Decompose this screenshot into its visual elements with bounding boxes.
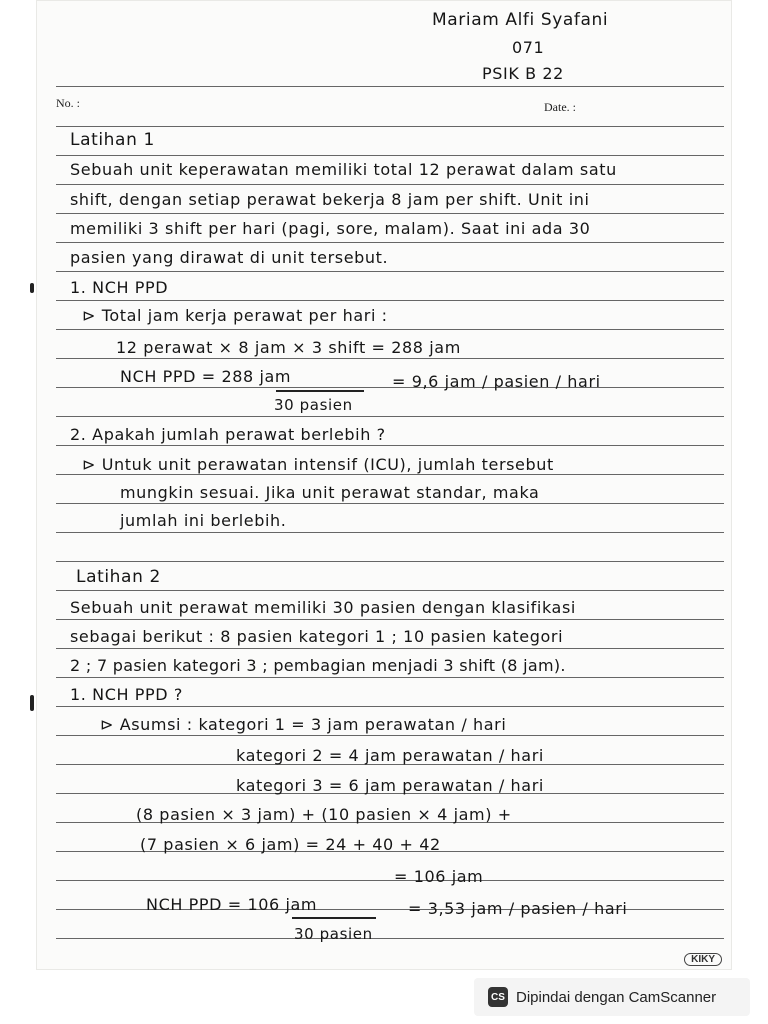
text-line: Sebuah unit keperawatan memiliki total 12 perawat dalam satu <box>70 160 617 179</box>
text-line: Sebuah unit perawat memiliki 30 pasien dengan klasifikasi <box>70 598 576 617</box>
rule <box>56 532 724 533</box>
section-title-latihan-2: Latihan 2 <box>76 567 161 587</box>
rule <box>56 300 724 301</box>
text-line: pasien yang dirawat di unit tersebut. <box>70 248 389 267</box>
rule <box>56 735 724 736</box>
rule <box>56 445 724 446</box>
fraction-numerator: NCH PPD = 106 jam <box>146 895 318 914</box>
no-label: No. : <box>56 96 80 110</box>
calc-total: = 106 jam <box>394 867 484 886</box>
rule <box>56 938 724 939</box>
rule <box>56 677 724 678</box>
rule <box>56 474 724 475</box>
fraction-numerator: NCH PPD = 288 jam <box>120 367 292 386</box>
rule <box>56 213 724 214</box>
assumption-line: kategori 3 = 6 jam perawatan / hari <box>236 776 544 795</box>
rule <box>56 590 724 591</box>
fraction-bar <box>276 390 364 392</box>
rule <box>56 329 724 330</box>
camscanner-watermark <box>474 978 750 1016</box>
rule <box>56 706 724 707</box>
rule <box>56 126 724 127</box>
assumption-line: ⊳ Asumsi : kategori 1 = 3 jam perawatan / hari <box>100 715 507 734</box>
result-line: = 3,53 jam / pasien / hari <box>408 899 628 918</box>
text-line: shift, dengan setiap perawat bekerja 8 jam per shift. Unit ini <box>70 190 590 209</box>
text-line: sebagai berikut : 8 pasien kategori 1 ; 10 pasien kategori <box>70 627 564 646</box>
binding-edge-mark <box>30 283 34 293</box>
text-line: mungkin sesuai. Jika unit perawat standar, maka <box>120 483 540 502</box>
student-class: PSIK B 22 <box>482 64 564 83</box>
rule <box>56 184 724 185</box>
rule <box>56 561 724 562</box>
rule <box>56 416 724 417</box>
text-line: jumlah ini berlebih. <box>120 511 287 530</box>
question-1-heading: 1. NCH PPD ? <box>70 685 184 704</box>
student-name: Mariam Alfi Syafani <box>432 10 609 30</box>
rule <box>56 242 724 243</box>
text-line: ⊳ Untuk unit perawatan intensif (ICU), jumlah tersebut <box>82 455 554 474</box>
camscanner-logo-icon: CS <box>488 987 508 1007</box>
notebook-page <box>36 0 732 970</box>
calc-line: 12 perawat × 8 jam × 3 shift = 288 jam <box>116 338 461 357</box>
brand-mark: KIKY <box>684 953 722 966</box>
question-1-heading: 1. NCH PPD <box>70 278 169 297</box>
rule <box>56 619 724 620</box>
text-line: 2 ; 7 pasien kategori 3 ; pembagian menjadi 3 shift (8 jam). <box>70 656 566 675</box>
rule <box>56 648 724 649</box>
student-number: 071 <box>512 38 545 57</box>
header-rule <box>56 86 724 87</box>
question-2-heading: 2. Apakah jumlah perawat berlebih ? <box>70 425 386 444</box>
camscanner-text: Dipindai dengan CamScanner <box>516 988 717 1006</box>
rule <box>56 358 724 359</box>
rule <box>56 387 724 388</box>
section-title-latihan-1: Latihan 1 <box>70 130 155 150</box>
text-line: ⊳ Total jam kerja perawat per hari : <box>82 306 388 325</box>
rule <box>56 155 724 156</box>
binding-edge-mark <box>30 695 34 711</box>
rule <box>56 503 724 504</box>
calc-line: (7 pasien × 6 jam) = 24 + 40 + 42 <box>140 835 441 854</box>
fraction-bar <box>292 917 376 919</box>
calc-line: (8 pasien × 3 jam) + (10 pasien × 4 jam) + <box>136 805 512 824</box>
assumption-line: kategori 2 = 4 jam perawatan / hari <box>236 746 544 765</box>
text-line: memiliki 3 shift per hari (pagi, sore, malam). Saat ini ada 30 <box>70 219 591 238</box>
rule <box>56 880 724 881</box>
fraction-denominator: 30 pasien <box>294 925 373 943</box>
rule <box>56 271 724 272</box>
date-label: Date. : <box>544 100 576 114</box>
result-line: = 9,6 jam / pasien / hari <box>392 372 601 391</box>
fraction-denominator: 30 pasien <box>274 396 353 414</box>
